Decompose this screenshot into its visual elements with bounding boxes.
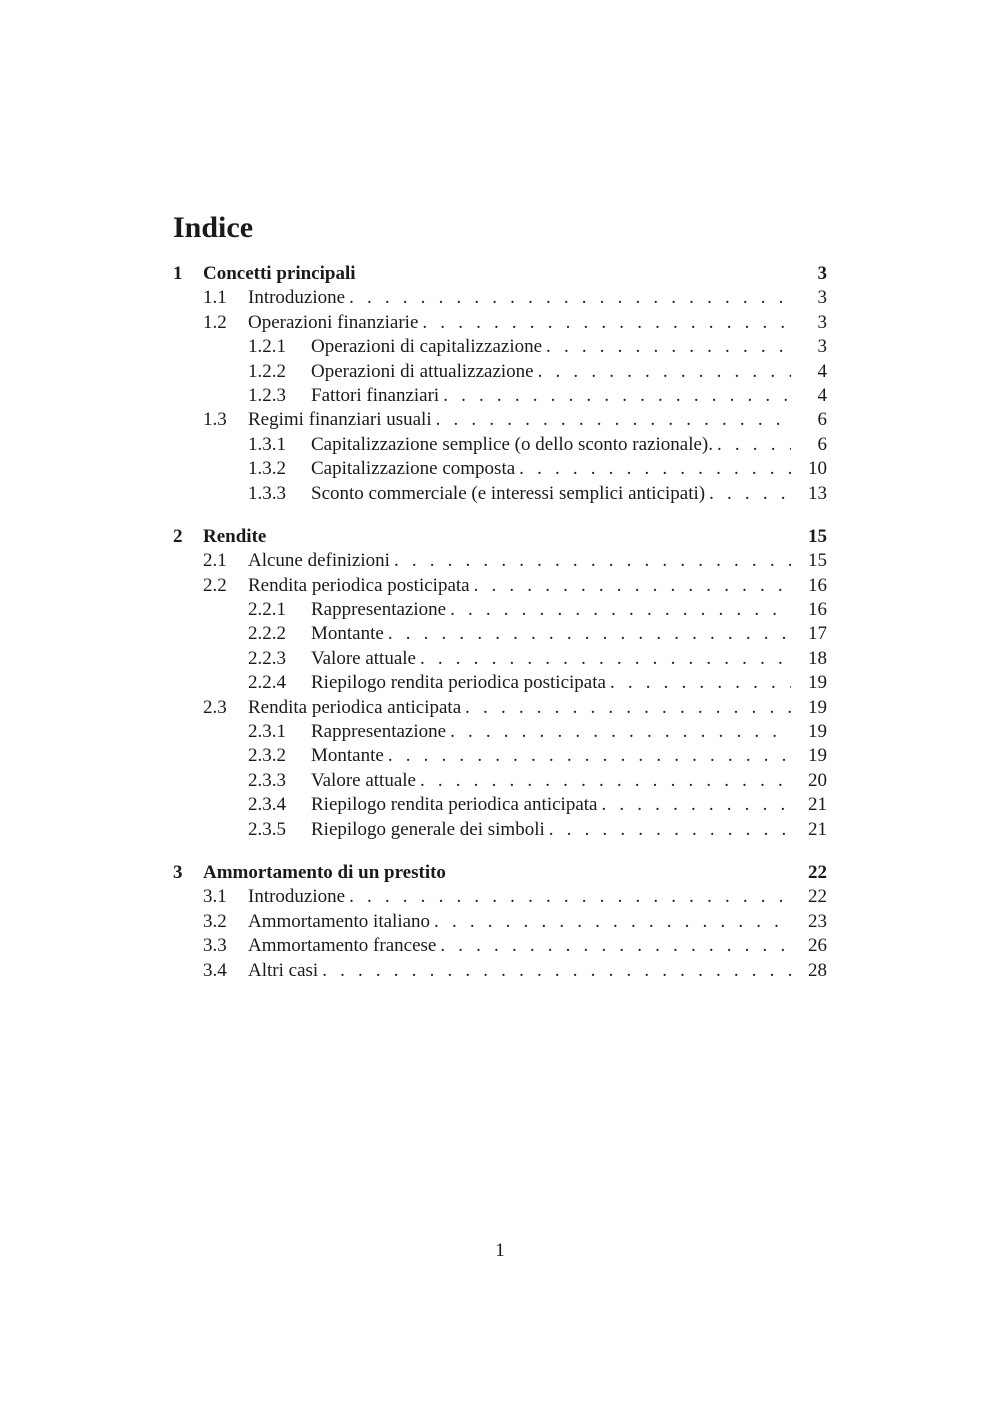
toc-entry-page: 23	[808, 910, 827, 932]
toc-entry-page: 22	[808, 886, 827, 908]
toc-entry-page: 4	[817, 360, 827, 382]
dot-leader	[349, 286, 791, 310]
toc-entry-title: Valore attuale	[311, 647, 416, 669]
toc-entry-title: Introduzione	[248, 287, 346, 309]
dot-leader	[440, 934, 791, 958]
toc-entry-number: 2.3.2	[248, 745, 286, 767]
dot-leader	[434, 910, 791, 934]
toc-entry-page: 16	[808, 599, 827, 621]
toc-entry-page: 3	[817, 263, 827, 284]
toc-entry-page: 20	[808, 769, 827, 791]
toc-entry-number: 2.3.5	[248, 818, 286, 840]
toc-subsection-entry[interactable]	[173, 384, 827, 408]
toc-chapter-block	[173, 262, 827, 506]
toc-entry-page: 21	[808, 794, 827, 816]
toc-entry-number: 1.3.1	[248, 433, 286, 455]
toc-entry-title: Operazioni di capitalizzazione	[311, 336, 543, 358]
toc-entry-title: Capitalizzazione composta	[311, 458, 516, 480]
toc-entry-title: Montante	[311, 745, 384, 767]
toc-chapter-entry[interactable]	[173, 525, 827, 549]
toc-entry-number: 2.2.2	[248, 623, 286, 645]
toc-entry-title: Rendite	[203, 525, 267, 547]
dot-leader	[436, 408, 791, 432]
toc-entry-title: Sconto commerciale (e interessi semplici anticipati)	[311, 482, 706, 504]
toc-entry-number: 3.3	[203, 935, 227, 957]
toc-entry-number: 1.2.2	[248, 360, 286, 382]
toc-entry-title: Introduzione	[248, 886, 346, 908]
toc-entry-page: 28	[808, 959, 827, 981]
toc-entry-title: Valore attuale	[311, 769, 416, 791]
toc-entry-title: Concetti principali	[203, 263, 356, 284]
toc-entry-page: 6	[817, 433, 827, 455]
toc-entry-title: Riepilogo rendita periodica anticipata	[311, 794, 598, 816]
toc-entry-page: 16	[808, 574, 827, 596]
toc-entry-title: Ammortamento italiano	[248, 910, 431, 932]
toc-entry-title: Riepilogo generale dei simboli	[311, 818, 545, 840]
toc-subsection-entry[interactable]	[173, 360, 827, 384]
toc-entry-number: 2.1	[203, 550, 227, 572]
dot-leader	[394, 549, 791, 573]
toc-entry-number: 1.2.3	[248, 384, 286, 406]
page-number: 1	[495, 1240, 505, 1261]
table-of-contents	[173, 262, 827, 1002]
toc-entry-page: 13	[808, 482, 827, 504]
toc-entry-page: 19	[808, 745, 827, 767]
toc-entry-title: Riepilogo rendita periodica posticipata	[311, 672, 606, 694]
toc-entry-page: 21	[808, 818, 827, 840]
toc-entry-title: Rendita periodica anticipata	[248, 696, 462, 718]
toc-section-entry[interactable]	[173, 696, 827, 720]
toc-section-entry[interactable]	[173, 885, 827, 909]
toc-entry-page: 17	[808, 623, 827, 645]
toc-entry-title: Ammortamento di un prestito	[203, 861, 446, 883]
toc-subsection-entry[interactable]	[173, 598, 827, 622]
toc-entry-title: Operazioni di attualizzazione	[311, 360, 534, 382]
toc-entry-page: 19	[808, 721, 827, 743]
page-title: Indice	[173, 211, 254, 244]
toc-entry-number: 2.2.1	[248, 599, 286, 621]
dot-leader	[538, 360, 791, 384]
toc-subsection-entry[interactable]	[173, 744, 827, 768]
toc-entry-title: Regimi finanziari usuali	[248, 409, 432, 431]
toc-entry-page: 4	[817, 384, 827, 406]
toc-entry-number: 1.3	[203, 409, 227, 431]
dot-leader	[549, 818, 791, 842]
toc-subsection-entry[interactable]	[173, 793, 827, 817]
toc-entry-title: Operazioni finanziarie	[248, 311, 419, 333]
toc-entry-number: 2.3.3	[248, 769, 286, 791]
toc-section-entry[interactable]	[173, 311, 827, 335]
dot-leader	[422, 311, 791, 335]
toc-entry-number: 2.2.3	[248, 647, 286, 669]
dot-leader	[709, 482, 791, 506]
toc-entry-page: 10	[808, 458, 827, 480]
dot-leader	[388, 622, 791, 646]
dot-leader	[546, 335, 791, 359]
toc-section-entry[interactable]	[173, 959, 827, 983]
toc-entry-title: Ammortamento francese	[248, 935, 437, 957]
toc-subsection-entry[interactable]	[173, 720, 827, 744]
toc-entry-number: 2.3	[203, 696, 227, 718]
toc-subsection-entry[interactable]	[173, 769, 827, 793]
dot-leader	[717, 433, 791, 457]
toc-entry-title: Rappresentazione	[311, 721, 447, 743]
dot-leader	[474, 574, 791, 598]
toc-subsection-entry[interactable]	[173, 457, 827, 481]
toc-entry-page: 18	[808, 647, 827, 669]
toc-entry-number: 2.3.1	[248, 721, 286, 743]
toc-section-entry[interactable]	[173, 934, 827, 958]
toc-subsection-entry[interactable]	[173, 818, 827, 842]
toc-entry-number: 1.2	[203, 311, 227, 333]
toc-entry-page: 26	[808, 935, 827, 957]
toc-section-entry[interactable]	[173, 574, 827, 598]
toc-subsection-entry[interactable]	[173, 433, 827, 457]
dot-leader	[450, 598, 791, 622]
toc-entry-title: Altri casi	[248, 959, 319, 981]
toc-entry-number: 2.2.4	[248, 672, 286, 694]
dot-leader	[610, 671, 791, 695]
toc-entry-title: Fattori finanziari	[311, 384, 440, 406]
toc-entry-title: Capitalizzazione semplice (o dello sconto razionale).	[311, 433, 713, 455]
toc-entry-number: 2.2	[203, 574, 227, 596]
toc-entry-title: Rappresentazione	[311, 599, 447, 621]
toc-section-entry[interactable]	[173, 549, 827, 573]
toc-entry-page: 22	[808, 861, 827, 883]
toc-chapter-block	[173, 861, 827, 983]
toc-subsection-entry[interactable]	[173, 671, 827, 695]
toc-subsection-entry[interactable]	[173, 647, 827, 671]
dot-leader	[443, 384, 791, 408]
toc-section-entry[interactable]	[173, 286, 827, 310]
dot-leader	[465, 696, 791, 720]
toc-chapter-block	[173, 525, 827, 842]
toc-entry-number: 3	[173, 861, 183, 883]
toc-subsection-entry[interactable]	[173, 335, 827, 359]
toc-entry-page: 6	[817, 409, 827, 431]
toc-entry-number: 2.3.4	[248, 794, 286, 816]
dot-leader	[601, 793, 791, 817]
dot-leader	[420, 647, 791, 671]
dot-leader	[450, 720, 791, 744]
toc-entry-number: 3.4	[203, 959, 227, 981]
toc-chapter-entry[interactable]	[173, 262, 827, 286]
toc-entry-number: 3.2	[203, 910, 227, 932]
dot-leader	[420, 769, 791, 793]
toc-entry-title: Rendita periodica posticipata	[248, 574, 470, 596]
toc-chapter-entry[interactable]	[173, 861, 827, 885]
toc-subsection-entry[interactable]	[173, 482, 827, 506]
toc-entry-page: 3	[817, 287, 827, 309]
toc-entry-number: 1.2.1	[248, 336, 286, 358]
toc-entry-page: 19	[808, 696, 827, 718]
toc-entry-page: 3	[817, 336, 827, 358]
toc-entry-page: 19	[808, 672, 827, 694]
dot-leader	[519, 457, 791, 481]
toc-entry-number: 1	[173, 263, 183, 284]
toc-entry-number: 1.3.2	[248, 458, 286, 480]
toc-entry-title: Alcune definizioni	[248, 550, 390, 572]
toc-entry-number: 2	[173, 525, 183, 547]
toc-entry-page: 15	[808, 525, 827, 547]
toc-section-entry[interactable]	[173, 910, 827, 934]
toc-subsection-entry[interactable]	[173, 622, 827, 646]
toc-entry-number: 1.3.3	[248, 482, 286, 504]
dot-leader	[388, 744, 791, 768]
dot-leader	[322, 959, 791, 983]
toc-entry-number: 1.1	[203, 287, 227, 309]
toc-entry-title: Montante	[311, 623, 384, 645]
toc-entry-page: 3	[817, 311, 827, 333]
toc-entry-number: 3.1	[203, 886, 227, 908]
toc-entry-page: 15	[808, 550, 827, 572]
dot-leader	[349, 885, 791, 909]
toc-section-entry[interactable]	[173, 408, 827, 432]
